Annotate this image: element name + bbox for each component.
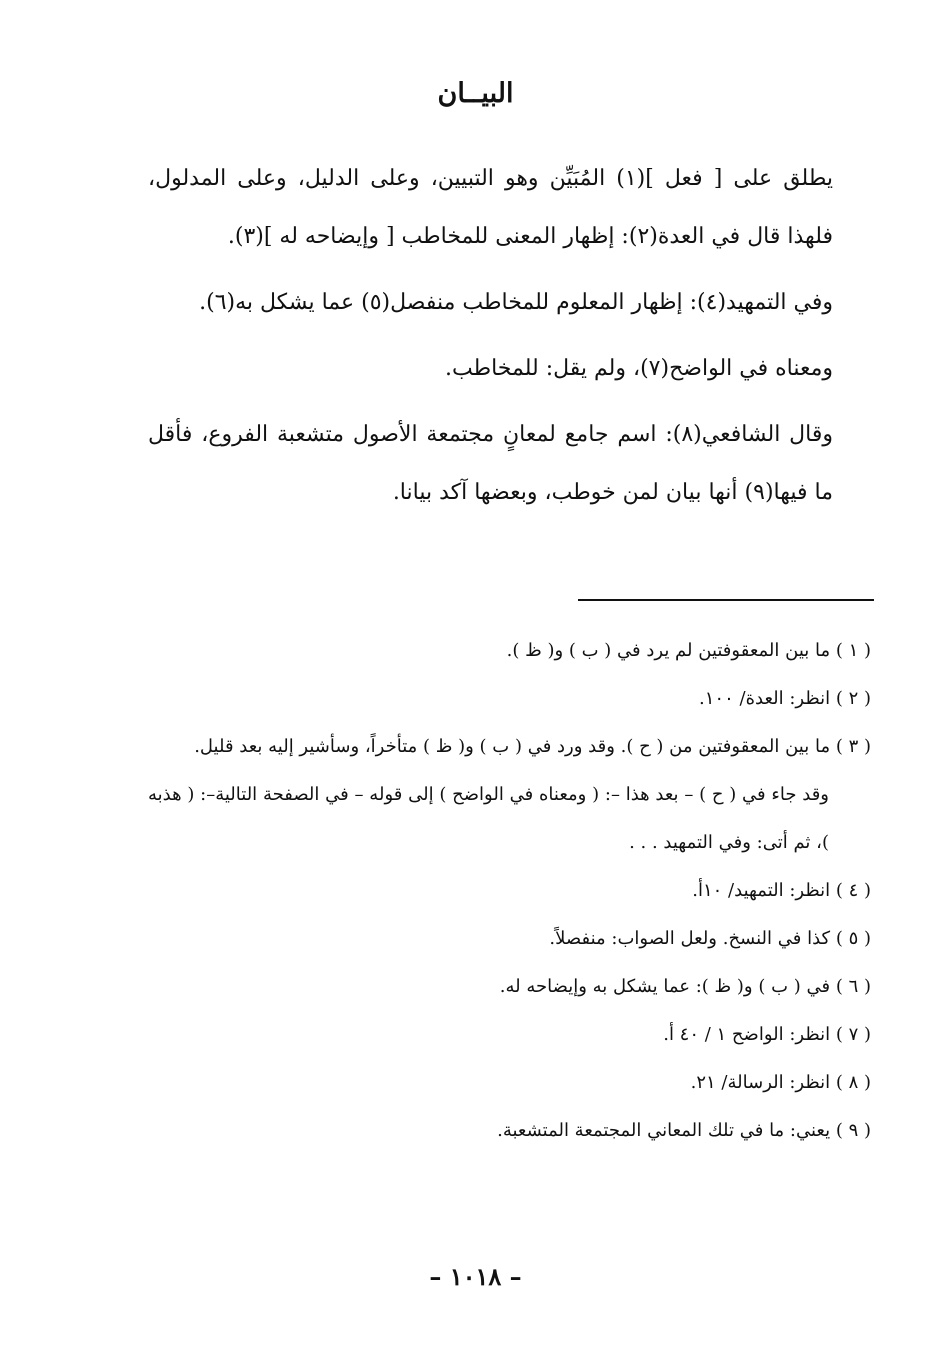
footnote-7: ( ٧ ) انظر: الواضح ١ / ٤٠ أ.: [663, 1024, 871, 1045]
section-title: البيــان: [437, 78, 514, 109]
page-number: – ١٠١٨ –: [429, 1262, 522, 1291]
footnote-8: ( ٨ ) انظر: الرسالة/ ٢١.: [690, 1072, 871, 1093]
paragraph-4: وقال الشافعي(٨): اسم جامع لمعانٍ مجتمعة الأصول متشعبة الفروع، فأقل ما فيها(٩) أنها بيان لمن خوطب، وبعضها آكد بيانا.: [148, 422, 834, 505]
footnote-4: ( ٤ ) انظر: التمهيد/ ١٠أ.: [692, 880, 871, 901]
footnote-6: ( ٦ ) في ( ب ) و( ظ ): عما يشكل به وإيضاحه له.: [499, 976, 871, 997]
paragraph-3: ومعناه في الواضح(٧)، ولم يقل: للمخاطب.: [445, 356, 833, 381]
footnotes: [148, 627, 871, 1155]
footnote-1: ( ١ ) ما بين المعقوفتين لم يرد في ( ب ) و( ظ ).: [506, 640, 871, 661]
paragraph-1: يطلق على [ فعل ](١) المُبَيِّن وهو التبيين، وعلى الدليل، وعلى المدلول، فلهذا قال في العدة(٢): إظهار المعنى للمخاطب [ وإيضاحه له ](٣).: [148, 166, 833, 249]
footnote-3-continuation: وقد جاء في ( ح ) – بعد هذا –: ( ومعناه في الواضح ) إلى قوله – في الصفحة التالية–: ( هذبه )، ثم أتى: وفي التمهيد . . .: [148, 784, 829, 853]
footnote-2: ( ٢ ) انظر: العدة/ ١٠٠.: [699, 688, 871, 709]
footnote-separator: [578, 599, 874, 601]
footnote-3: ( ٣ ) ما بين المعقوفتين من ( ح ). وقد ورد في ( ب ) و( ظ ) متأخراً، وسأشير إليه بعد قليل.: [194, 736, 871, 757]
paragraph-2: وفي التمهيد(٤): إظهار المعلوم للمخاطب منفصل(٥) عما يشكل به(٦).: [199, 290, 833, 315]
footnote-5: ( ٥ ) كذا في النسخ. ولعل الصواب: منفصلاً.: [549, 928, 871, 949]
main-text: [148, 150, 833, 530]
footnote-9: ( ٩ ) يعني: ما في تلك المعاني المجتمعة المتشعبة.: [497, 1120, 871, 1141]
